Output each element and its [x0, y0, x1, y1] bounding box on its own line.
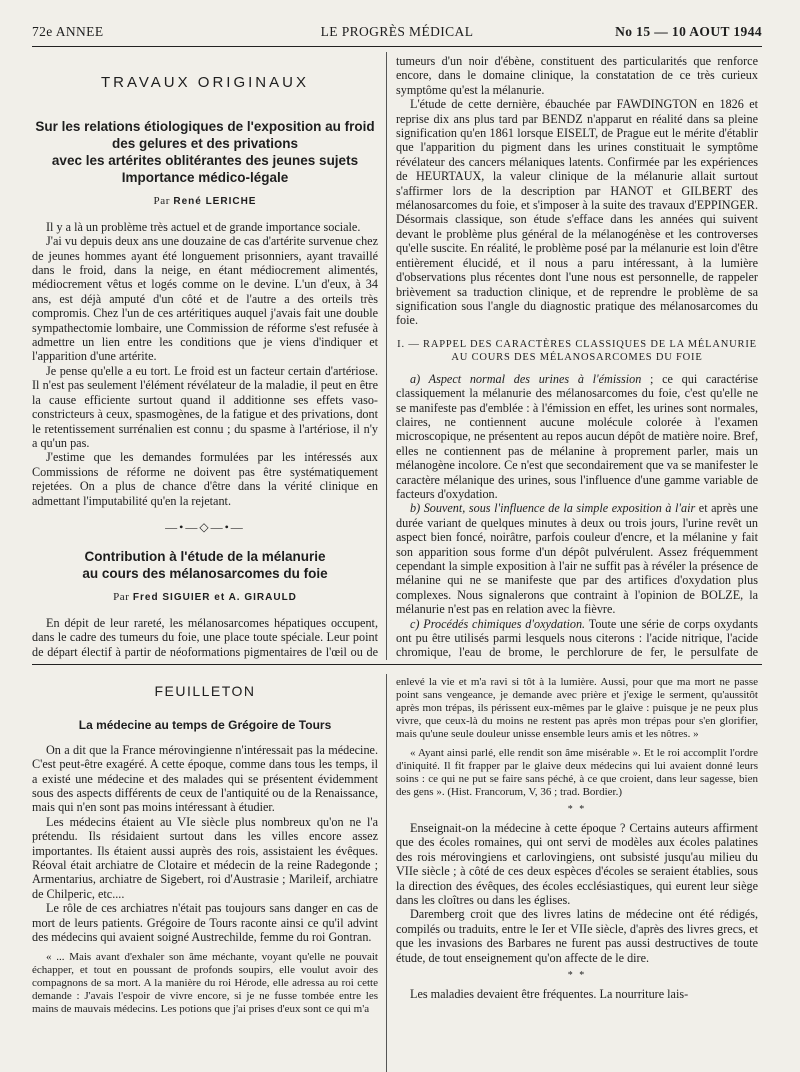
column-divider: [386, 52, 387, 660]
byline-prefix: Par: [153, 195, 170, 208]
page-header: [32, 24, 762, 44]
column-right-bottom: [396, 676, 758, 1072]
paragraph: Il y a là un problème très actuel et de grande importance sociale.: [46, 219, 361, 234]
title-line: Sur les relations étiologiques de l'exposition au froid: [35, 119, 375, 135]
paragraph-label: a) Aspect normal des urines à l'émission: [410, 371, 642, 386]
paragraph: On a dit que la France mérovingienne n'intéressait pas la médecine. C'est peut-être exagéré. A cette époque, comme dans tous les temps, il a existé une médecine et des malades qui se présentent évidemment sous des aspects différents de ceux de l'antiquité ou de la Renaissance, mais qui n'en sont pas moins intéressant à étudier.: [32, 742, 378, 815]
quotation: enlevé la vie et m'a ravi si tôt à la lumière. Aussi, pour que ma mort ne passe point sans vengeance, je demande avec prière et j'exige le serment, qu'aussitôt après mon trépas, ils périssent eux-mêmes par le glaive : puisque je ne peux plus vivre, que ceux-là du moins ne restent pas après mon trépas pour s'en glorifier, mais qu'une seule douleur unisse ensemble leurs amis et les nôtres. »: [396, 676, 758, 740]
article-title: [32, 118, 378, 186]
title-line: Importance médico-légale: [121, 170, 289, 186]
author: René LERICHE: [173, 196, 257, 208]
journal-title: LE PROGRÈS MÉDICAL: [320, 24, 474, 39]
title-line: au cours des mélanosarcomes du foie: [82, 566, 328, 582]
byline-prefix: Par: [113, 591, 130, 604]
column-left-top: [32, 54, 378, 660]
issue-date: No 15 — 10 AOUT 1944: [615, 24, 762, 39]
column-right-top: [396, 54, 758, 660]
author: Fred SIGUIER et A. GIRAULD: [132, 592, 297, 604]
paragraph: tumeurs d'un noir d'ébène, constituent des particularités que renforce encore, dans le domaine clinique, la constatation de ce très curieux symptôme qu'est la mélanurie.: [396, 54, 758, 97]
byline: [32, 194, 378, 209]
paragraph-label: c) Procédés chimiques d'oxydation.: [410, 616, 586, 631]
paragraph: [396, 372, 758, 502]
paragraph: J'estime que les demandes formulées par les intéressés aux Commissions de réforme ne doivent pas être systématiquement rejetées. On a plus de chance d'être dans la vérité clinique en admettant l'imputabilité qu'en la rejetant.: [32, 450, 378, 508]
paragraph: Les maladies devaient être fréquentes. La nourriture lais-: [410, 987, 689, 1002]
paragraph: Daremberg croit que des livres latins de médecine ont été rédigés, compilés ou traduits, entre le Ier et VIIe siècle, d'après des livres grecs, et que les invasions des Barbares ne furent pas aussi destructives de toute étude, de tout enseignement qu'on affecte de le dire.: [396, 907, 758, 965]
quotation: « Ayant ainsi parlé, elle rendit son âme misérable ». Et le roi accomplit l'ordre d'iniquité. Il fit frapper par le glaive deux médecins qui lui avaient donné leurs soins : ce qui ne put se faire sans péché, à ce que croient, dans leur sagesse, bien des gens ». (Hist. Francorum, V, 36 ; trad. Bordier.): [396, 747, 758, 798]
paragraph: [396, 501, 758, 616]
paragraph-label: b) Souvent, sous l'influence de la simple exposition à l'air: [410, 501, 696, 516]
paragraph: [396, 617, 758, 660]
title-line: des gelures et des privations: [111, 136, 299, 152]
header-rule: [32, 46, 762, 47]
column-divider: [386, 674, 387, 1072]
paragraph: Le rôle de ces archiatres n'était pas toujours sans danger en cas de mort de leurs patients. Grégoire de Tours raconte ainsi ce qu'il advint des médecins qui avaient soigné Austrechilde, femme du roi Gontran.: [32, 901, 378, 945]
paragraph: Je pense qu'elle a eu tort. Le froid est un facteur certain d'artériose. Il n'est pas seulement l'élément révélateur de la maladie, il peut en être la cause efficiente surtout quand il additionne ses effets vaso-constricteurs à ceux, spasmogènes, de la fatigue et des privations, dont le retentissement surrénalien est connu ; du spasme à l'artériose, il n'y a qu'un pas.: [32, 363, 378, 450]
section-heading: FEUILLETON: [154, 683, 256, 699]
ornament: —•—◇—•—: [165, 519, 245, 534]
separator-stars: * *: [567, 804, 587, 815]
paragraph: Enseignait-on la médecine à cette époque ? Certains auteurs affirment que des écoles romaines, qui ont servi de modèles aux écoles palatines des rois mérovingiens et carlovingiens, ont subsisté jusqu'au milieu du VIIe siècle ; à côté de ces deux espèces d'écoles se seraient établies, sous la direction des évêques, des écoles ecclésiastiques, qui eurent leur siège dans les cloîtres ou dans les églises.: [396, 821, 758, 908]
paragraph-text: et après une durée variant de quelques minutes à deux ou trois jours, l'urine revêt un aspect bien foncé, noirâtre, parfois couleur d'encre, et la mélanine y fait son apparition sous forme d'un dépôt pulvérulent. Assez fréquemment cependant la simple exposition à l'air ne suffit pas à révéler la présence de mélanine qui ne se manifeste que par des artifices d'oxydation plus complexes. Nous signalerons que contraint à l'opinion de BOLZE, la mélanurie n'est pas en relation avec la fièvre.: [396, 501, 758, 617]
quotation: « ... Mais avant d'exhaler son âme méchante, voyant qu'elle ne pouvait échapper, et tout en poussant de profonds soupirs, elle voulut avoir des compagnons de sa mort. A la manière du roi Hérode, elle adressa au roi cette demande : J'avais l'espoir de vivre encore, si je ne fusse tombée entre les mains de mauvais médecins. Les potions que j'ai prises d'eux sont ce qui m'a: [32, 950, 378, 1015]
paragraph: J'ai vu depuis deux ans une douzaine de cas d'artérite survenue chez de jeunes hommes ayant été longuement prisonniers, ayant travaillé dans le froid, dans la neige, en étant médiocrement alimentés, médiocrement vêtus et logés comme on le devine. L'un d'eux, à 34 ans, est déjà amputé d'un côté et de l'autre a des orteils très compromis. Chez l'un de ces artéritiques auquel j'avais fait une double sympathectomie lombaire, une Commission de réforme s'est refusée à admettre un lien entre les conditions que je viens d'indiquer et l'apparition d'une artérite.: [32, 234, 378, 364]
paragraph-text: ; ce qui caractérise classiquement la mélanurie des mélanosarcomes du foie, c'est qu'elle ne se manifeste pas d'emblée : à l'émission en effet, les urines sont normales, claires, ne contiennent aucune molécule colorée à l'examen microscopique, ne présentent au repos aucun dépôt de matière noire. Bref, elles ne contiennent pas de mélanine à proprement parler, mais un mélanogène incolore. Ce n'est que secondairement que va se manifester le caractère mélanique des urines, sous l'influence d'une gamme variable de facteurs d'oxydation.: [396, 371, 758, 501]
section-rule: [32, 664, 762, 665]
column-left-bottom: [32, 676, 378, 1072]
feuilleton-title: La médecine au temps de Grégoire de Tours: [78, 718, 332, 733]
separator-stars: * *: [567, 970, 587, 982]
volume-label: 72e ANNEE: [32, 24, 104, 39]
paragraph: En dépit de leur rareté, les mélanosarcomes hépatiques occupent, dans le cadre des tumeurs du foie, une place toute spéciale. Leur point de départ électif à partir de néoformations pigmentaires de l'œil ou de: [32, 615, 378, 659]
title-line: Contribution à l'étude de la mélanurie: [84, 549, 326, 565]
paragraph: Les médecins étaient au VIe siècle plus nombreux qu'on ne l'a prétendu. Ils résidaient surtout dans les villes encore assez importantes. Ils étaient aussi auprès des rois, assistaient les évêques. Réoval était archiatre de Clotaire et médecin de la reine Radegonde ; Armentarius, archiatre de Sigebert, roi d'Austrasie ; Marileif, archiatre de Chilperic, etc....: [32, 814, 378, 901]
subsection-heading: I. — RAPPEL DES CARACTÈRES CLASSIQUES DE LA MÉLANURIE AU COURS DES MÉLANOSARCOMES DU FOIE: [397, 338, 757, 363]
article-title: [32, 548, 378, 582]
title-line: avec les artérites oblitérantes des jeunes sujets: [51, 153, 359, 169]
paragraph-text: Toute une série de corps oxydants ont pu être utilisés parmi lesquels nous citerons : l'acide nitrique, l'acide chromique, l'eau de brome, le perchlorure de fer, le persulfate de: [396, 616, 758, 660]
paragraph: L'étude de cette dernière, ébauchée par FAWDINGTON en 1826 et reprise dix ans plus tard par BENDZ n'apparut en réalité dans sa pleine signification qu'en 1861 lorsque EISELT, de Prague eut le mérite d'établir que l'apparition du pigment dans les urines constituait le symptôme révélateur des cancers mélaniques latents. Confirmée par les expériences de HEURTAUX, la valeur clinique de la mélanurie allait surtout s'affirmer lors de la description par HANOT et GILBERT des mélanosarcomes du foie, et s'imposer à la suite des travaux d'EPPINGER. Désormais classique, son étude s'efface dans les années qui suivent devant le problème plus général de la mélanogénèse et les controverses qu'elle suscite. En réalité, le problème posé par la mélanurie est loin d'être entièrement élucidé, et il nous a paru intéressant, à la lumière d'observations plus récentes dont l'une nous est personnelle, de rappeler brièvement sa traduction clinique, et de reprendre le problème de sa signification sous l'angle du diagnostic pratique des mélanosarcomes du foie.: [396, 97, 758, 328]
byline: [32, 590, 378, 605]
section-heading: TRAVAUX ORIGINAUX: [101, 74, 309, 91]
